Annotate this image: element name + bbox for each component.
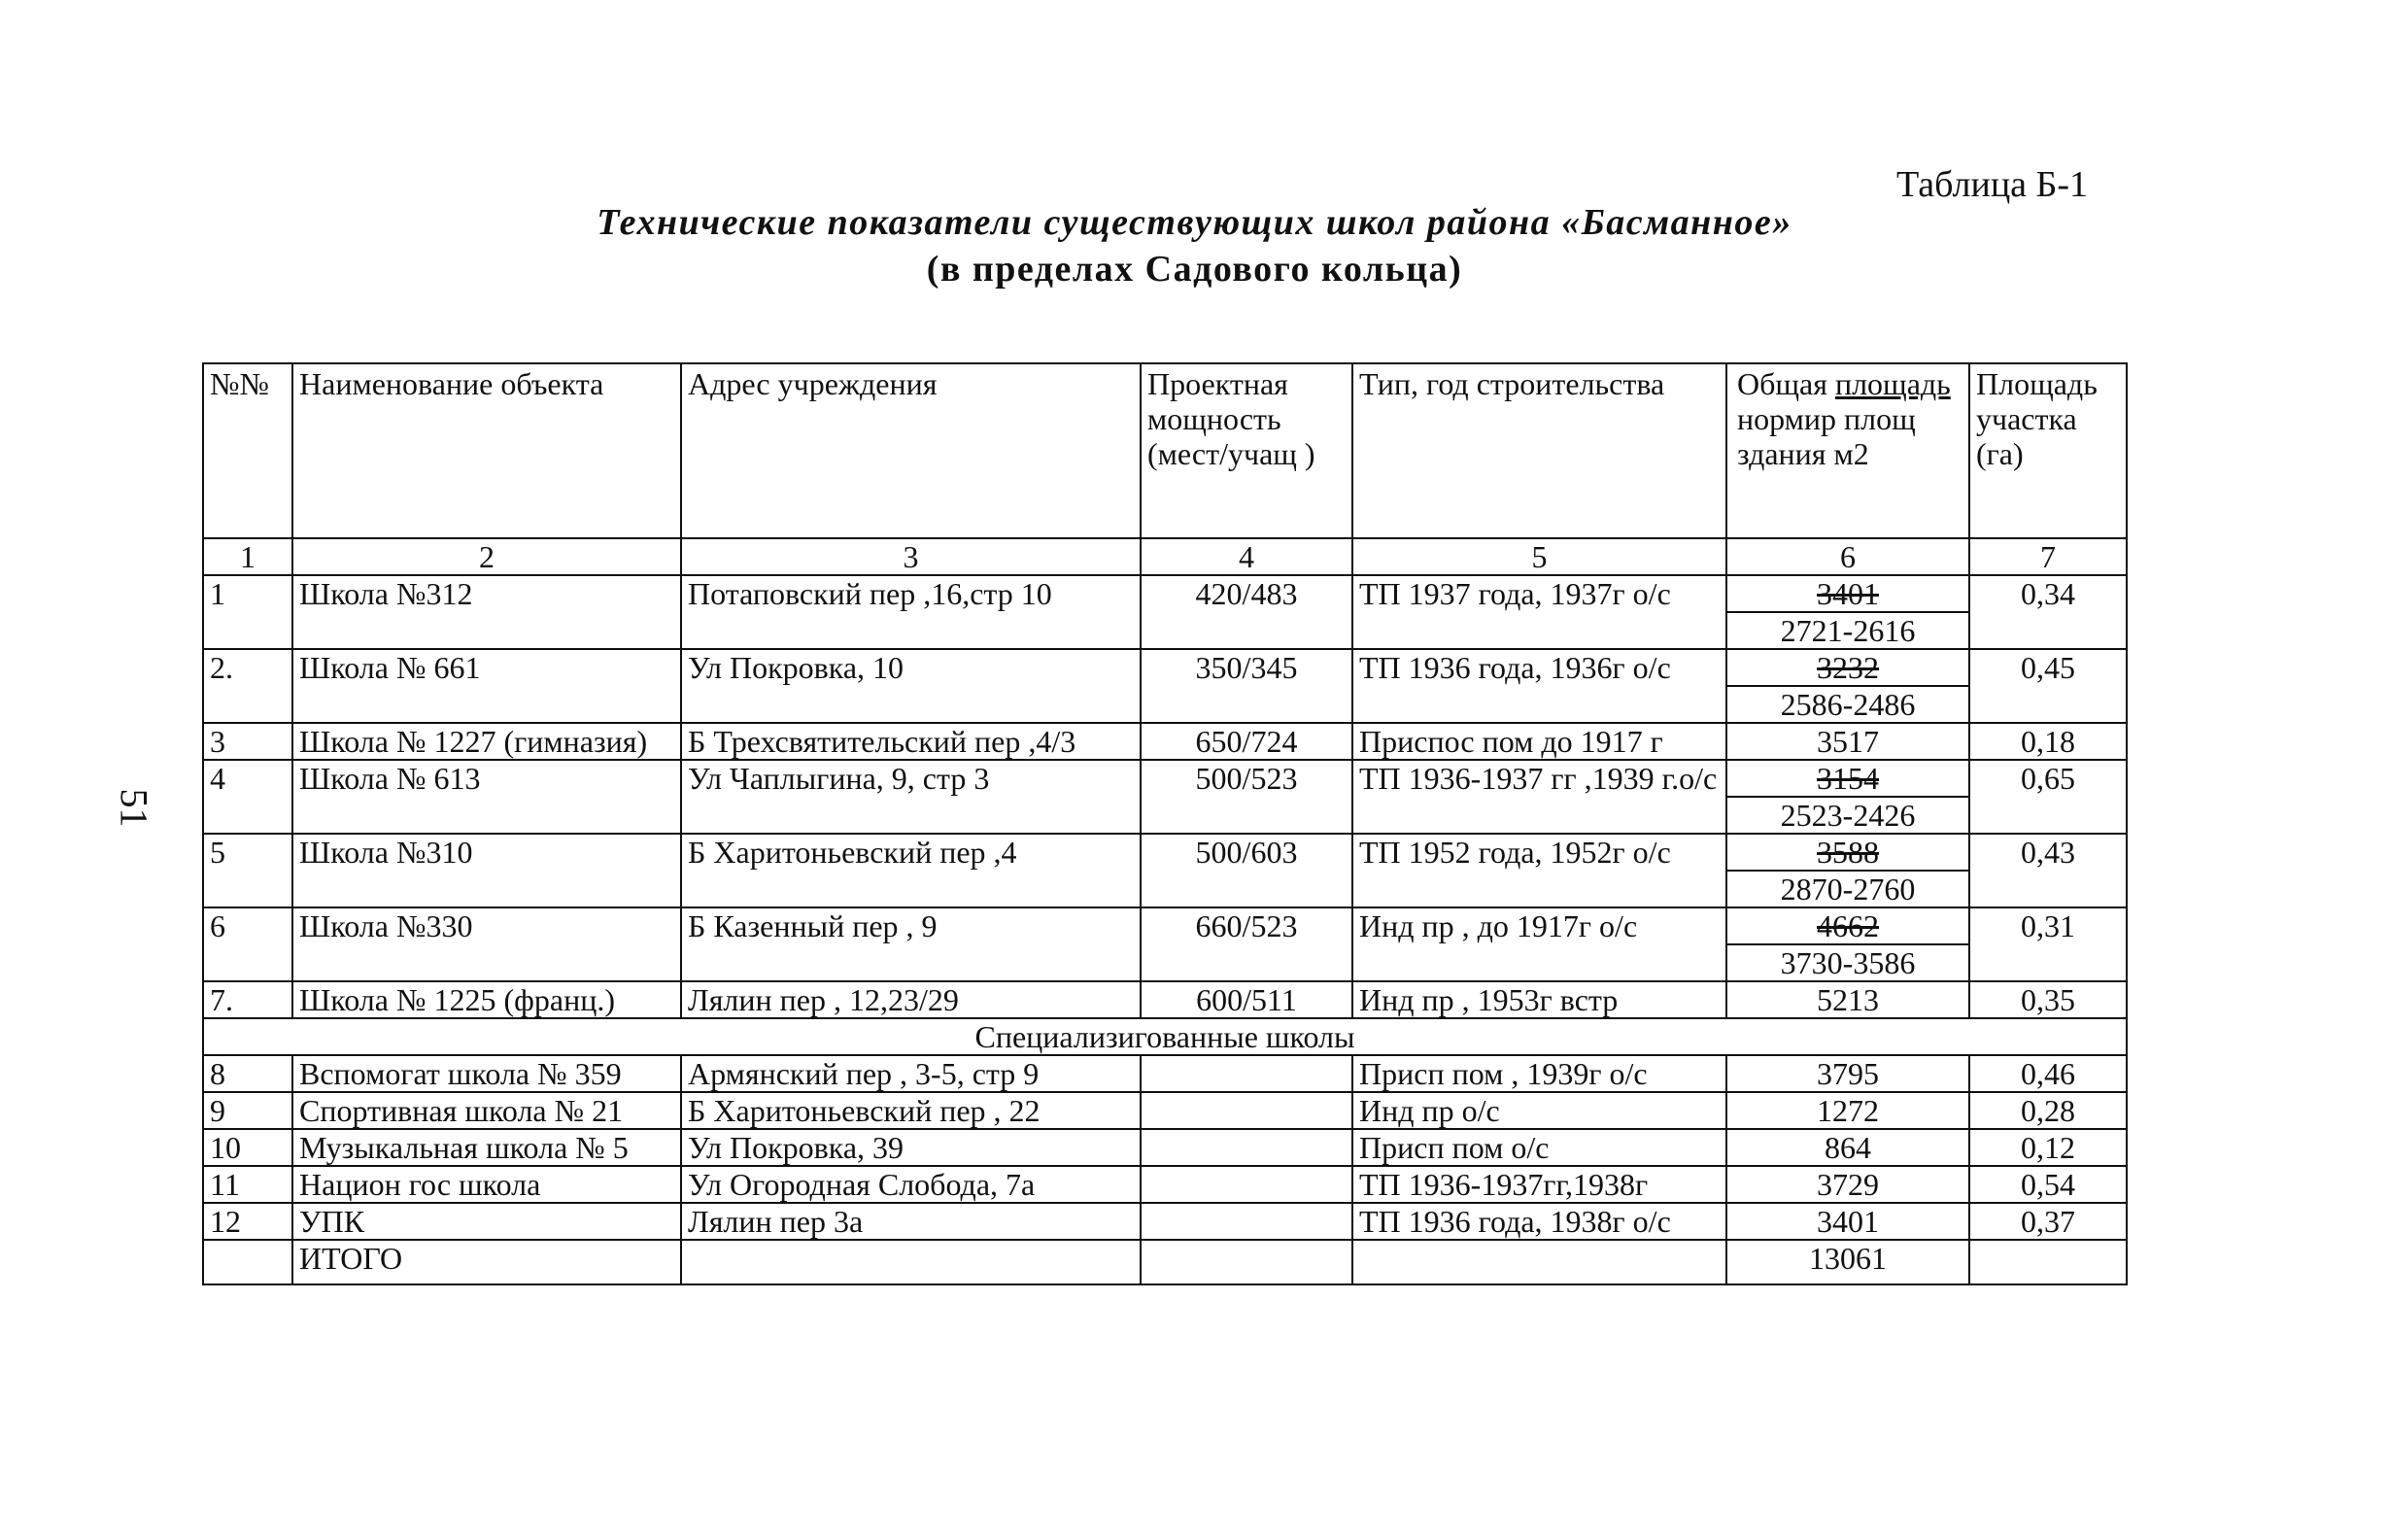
construction-type: ТП 1936-1937 гг ,1939 г.о/с	[1352, 760, 1726, 834]
schools-table	[202, 362, 2128, 1285]
total-row	[203, 1240, 2127, 1284]
construction-type: Приспос пом до 1917 г	[1352, 723, 1726, 760]
col-number: 2	[292, 538, 681, 575]
school-name: УПК	[292, 1203, 681, 1240]
row-number: 9	[203, 1092, 292, 1129]
school-name: Музыкальная школа № 5	[292, 1129, 681, 1166]
table-row	[203, 1166, 2127, 1203]
table-row	[203, 649, 2127, 723]
plot-area: 0,12	[1969, 1129, 2127, 1166]
school-name: Школа № 661	[292, 649, 681, 723]
building-area: 3401	[1726, 1203, 1969, 1240]
construction-type: Инд пр о/с	[1352, 1092, 1726, 1129]
building-area: 1272	[1726, 1092, 1969, 1129]
school-capacity: 600/511	[1141, 981, 1352, 1018]
school-address: Ул Чаплыгина, 9, стр 3	[681, 760, 1141, 834]
school-name: Школа №330	[292, 907, 681, 981]
building-area	[1726, 907, 1969, 981]
header-area-b: нормир площ здания м2	[1737, 401, 1916, 471]
empty-cell	[1141, 1240, 1352, 1284]
school-address: Ул Покровка, 39	[681, 1129, 1141, 1166]
school-name: Школа №312	[292, 575, 681, 649]
header-area	[1726, 363, 1969, 538]
plot-area: 0,35	[1969, 981, 2127, 1018]
plot-area: 0,31	[1969, 907, 2127, 981]
table-row	[203, 1203, 2127, 1240]
total-area: 3154	[1727, 761, 1968, 798]
school-capacity	[1141, 1055, 1352, 1092]
table-row	[203, 981, 2127, 1018]
construction-type: Инд пр , до 1917г о/с	[1352, 907, 1726, 981]
row-number: 1	[203, 575, 292, 649]
table-row	[203, 834, 2127, 907]
section-title: Специализигованные школы	[203, 1018, 2127, 1055]
building-area: 864	[1726, 1129, 1969, 1166]
normative-area: 2721-2616	[1780, 613, 1916, 648]
school-address: Б Харитоньевский пер , 22	[681, 1092, 1141, 1129]
header-row	[203, 363, 2127, 538]
school-address: Лялин пер , 12,23/29	[681, 981, 1141, 1018]
table-row	[203, 1129, 2127, 1166]
total-area: 3517	[1817, 724, 1879, 759]
empty-cell	[1969, 1240, 2127, 1284]
school-capacity: 350/345	[1141, 649, 1352, 723]
construction-type: Присп пом , 1939г о/с	[1352, 1055, 1726, 1092]
construction-type: ТП 1936 года, 1936г о/с	[1352, 649, 1726, 723]
school-capacity: 500/523	[1141, 760, 1352, 834]
plot-area: 0,37	[1969, 1203, 2127, 1240]
plot-area: 0,46	[1969, 1055, 2127, 1092]
construction-type: Инд пр , 1953г встр	[1352, 981, 1726, 1018]
building-area	[1726, 834, 1969, 907]
table-body	[203, 363, 2127, 1284]
plot-area: 0,28	[1969, 1092, 2127, 1129]
building-area	[1726, 649, 1969, 723]
col-number: 5	[1352, 538, 1726, 575]
plot-area: 0,45	[1969, 649, 2127, 723]
school-capacity	[1141, 1203, 1352, 1240]
table-row	[203, 723, 2127, 760]
school-name: Школа №310	[292, 834, 681, 907]
section-row	[203, 1018, 2127, 1055]
header-type: Тип, год строительства	[1352, 363, 1726, 538]
building-area	[1726, 723, 1969, 760]
school-name: Школа № 613	[292, 760, 681, 834]
empty-cell	[681, 1240, 1141, 1284]
table-row	[203, 1092, 2127, 1129]
school-name: Школа № 1227 (гимназия)	[292, 723, 681, 760]
total-label: ИТОГО	[292, 1240, 681, 1284]
construction-type: Присп пом о/с	[1352, 1129, 1726, 1166]
school-address: Ул Огородная Слобода, 7а	[681, 1166, 1141, 1203]
row-number: 5	[203, 834, 292, 907]
construction-type: ТП 1937 года, 1937г о/с	[1352, 575, 1726, 649]
school-capacity	[1141, 1129, 1352, 1166]
school-address: Б Харитоньевский пер ,4	[681, 834, 1141, 907]
row-number: 6	[203, 907, 292, 981]
table-row	[203, 1055, 2127, 1092]
school-name: Спортивная школа № 21	[292, 1092, 681, 1129]
plot-area: 0,43	[1969, 834, 2127, 907]
school-address: Б Казенный пер , 9	[681, 907, 1141, 981]
table-label: Таблица Б-1	[1896, 164, 2088, 205]
building-area	[1726, 575, 1969, 649]
row-number: 12	[203, 1203, 292, 1240]
row-number: 3	[203, 723, 292, 760]
normative-area: 2586-2486	[1780, 687, 1916, 722]
plot-area: 0,18	[1969, 723, 2127, 760]
school-name: Школа № 1225 (франц.)	[292, 981, 681, 1018]
plot-area: 0,54	[1969, 1166, 2127, 1203]
building-area: 3729	[1726, 1166, 1969, 1203]
school-address: Армянский пер , 3-5, стр 9	[681, 1055, 1141, 1092]
school-capacity: 500/603	[1141, 834, 1352, 907]
table-row	[203, 907, 2127, 981]
total-area: 5213	[1817, 982, 1879, 1017]
header-address: Адрес учреждения	[681, 363, 1141, 538]
document-title	[0, 199, 2389, 292]
row-number: 2.	[203, 649, 292, 723]
school-name: Национ гос школа	[292, 1166, 681, 1203]
col-number: 7	[1969, 538, 2127, 575]
title-line-2: (в пределах Садового кольца)	[926, 249, 1463, 290]
column-numbers-row	[203, 538, 2127, 575]
normative-area: 2523-2426	[1780, 798, 1916, 833]
plot-area: 0,34	[1969, 575, 2127, 649]
school-address: Ул Покровка, 10	[681, 649, 1141, 723]
col-number: 1	[203, 538, 292, 575]
building-area: 3795	[1726, 1055, 1969, 1092]
construction-type: ТП 1936 года, 1938г о/с	[1352, 1203, 1726, 1240]
table-row	[203, 760, 2127, 834]
school-address: Лялин пер 3а	[681, 1203, 1141, 1240]
title-line-1: Технические показатели существующих школ района «Басманное»	[597, 202, 1792, 243]
total-area: 4662	[1727, 908, 1968, 945]
school-capacity: 650/724	[1141, 723, 1352, 760]
construction-type: ТП 1952 года, 1952г о/с	[1352, 834, 1726, 907]
school-capacity	[1141, 1092, 1352, 1129]
school-capacity	[1141, 1166, 1352, 1203]
construction-type: ТП 1936-1937гг,1938г	[1352, 1166, 1726, 1203]
row-number: 10	[203, 1129, 292, 1166]
normative-area: 2870-2760	[1780, 872, 1916, 907]
total-area-sum: 13061	[1726, 1240, 1969, 1284]
total-area: 3588	[1727, 835, 1968, 872]
header-area-underlined: площадь	[1834, 366, 1951, 401]
school-address: Б Трехсвятительский пер ,4/3	[681, 723, 1141, 760]
col-number: 4	[1141, 538, 1352, 575]
col-number: 3	[681, 538, 1141, 575]
building-area	[1726, 981, 1969, 1018]
header-plot: Площадь участка (га)	[1969, 363, 2127, 538]
row-number: 8	[203, 1055, 292, 1092]
header-name: Наименование объекта	[292, 363, 681, 538]
school-capacity: 660/523	[1141, 907, 1352, 981]
header-area-a: Общая	[1737, 366, 1835, 401]
col-number: 6	[1726, 538, 1969, 575]
building-area	[1726, 760, 1969, 834]
page-number: 51	[112, 788, 156, 828]
table-row	[203, 575, 2127, 649]
school-capacity: 420/483	[1141, 575, 1352, 649]
header-num: №№	[203, 363, 292, 538]
normative-area: 3730-3586	[1780, 945, 1916, 980]
empty-cell	[203, 1240, 292, 1284]
total-area: 3232	[1727, 650, 1968, 687]
row-number: 7.	[203, 981, 292, 1018]
empty-cell	[1352, 1240, 1726, 1284]
header-capacity: Проектная мощность (мест/учащ )	[1141, 363, 1352, 538]
school-address: Потаповский пер ,16,стр 10	[681, 575, 1141, 649]
row-number: 4	[203, 760, 292, 834]
school-name: Вспомогат школа № 359	[292, 1055, 681, 1092]
total-area: 3401	[1727, 576, 1968, 613]
row-number: 11	[203, 1166, 292, 1203]
plot-area: 0,65	[1969, 760, 2127, 834]
